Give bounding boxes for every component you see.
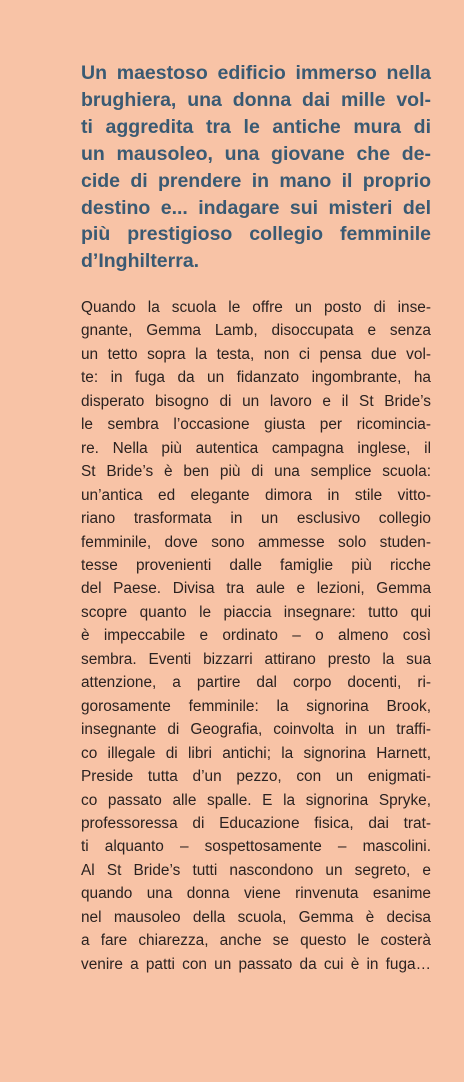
lead-line: Un maestoso edificio immerso nella — [81, 62, 431, 84]
body-line: St Bride’s è ben più di una semplice scuola: — [81, 463, 431, 481]
body-line: disperato bisogno di un lavoro e il St Bride’s — [81, 392, 431, 410]
synopsis-paragraph — [81, 296, 431, 976]
body-line: scopre quanto le piaccia insegnare: tutto qui — [81, 603, 431, 621]
body-line: co illegale di libri antichi; la signorina Harnett, — [81, 744, 431, 762]
body-line: Preside tutta d’un pezzo, con un enigmati- — [81, 768, 431, 786]
body-line: tesse provenienti dalle famiglie più ricche — [81, 556, 431, 574]
lead-line: destino e... indagare sui misteri del — [81, 196, 431, 219]
body-line: professoressa di Educazione fisica, dai trat- — [81, 814, 431, 832]
body-line: gorosamente femminile: la signorina Brook, — [81, 697, 431, 715]
body-line: Quando la scuola le offre un posto di inse- — [81, 299, 431, 316]
body-line: a fare chiarezza, anche se questo le costerà — [81, 932, 431, 950]
lead-paragraph — [81, 60, 431, 275]
body-line: venire a patti con un passato da cui è in fuga… — [81, 955, 431, 973]
body-line: è impeccabile e ordinato – o almeno così — [81, 627, 431, 645]
lead-line: ti aggredita tra le antiche mura di — [81, 115, 431, 138]
body-line: le sembra l’occasione giusta per ricomincia- — [81, 416, 431, 434]
body-line: del Paese. Divisa tra aule e lezioni, Gemma — [81, 580, 431, 598]
lead-line: un mausoleo, una giovane che de- — [81, 142, 431, 165]
body-line: sembra. Eventi bizzarri attirano presto la sua — [81, 650, 431, 668]
lead-line: cide di prendere in mano il proprio — [81, 169, 431, 192]
body-line: riano trasformata in un esclusivo collegio — [81, 510, 431, 528]
body-line: insegnante di Geografia, coinvolta in un traffi- — [81, 721, 431, 739]
lead-line: d’Inghilterra. — [81, 250, 200, 273]
body-line: un tetto sopra la testa, non ci pensa due vol- — [81, 345, 431, 363]
body-line: attenzione, a partire dal corpo docenti, ri- — [81, 674, 431, 692]
body-line: gnante, Gemma Lamb, disoccupata e senza — [81, 322, 431, 340]
body-line: te: in fuga da un fidanzato ingombrante, ha — [81, 369, 431, 387]
body-line: un’antica ed elegante dimora in stile vitto- — [81, 486, 431, 504]
lead-line: brughiera, una donna dai mille vol- — [81, 88, 431, 111]
body-line: quando una donna viene rinvenuta esanime — [81, 885, 431, 903]
body-line: ti alquanto – sospettosamente – mascolini. — [81, 838, 431, 856]
body-line: re. Nella più autentica campagna inglese, il — [81, 439, 431, 457]
body-line: Al St Bride’s tutti nascondono un segreto, e — [81, 861, 431, 879]
body-line: nel mausoleo della scuola, Gemma è decisa — [81, 908, 431, 926]
lead-line: più prestigioso collegio femminile — [81, 223, 431, 246]
body-line: femminile, dove sono ammesse solo studen- — [81, 533, 431, 551]
body-line: co passato alle spalle. E la signorina Spryke, — [81, 791, 431, 809]
